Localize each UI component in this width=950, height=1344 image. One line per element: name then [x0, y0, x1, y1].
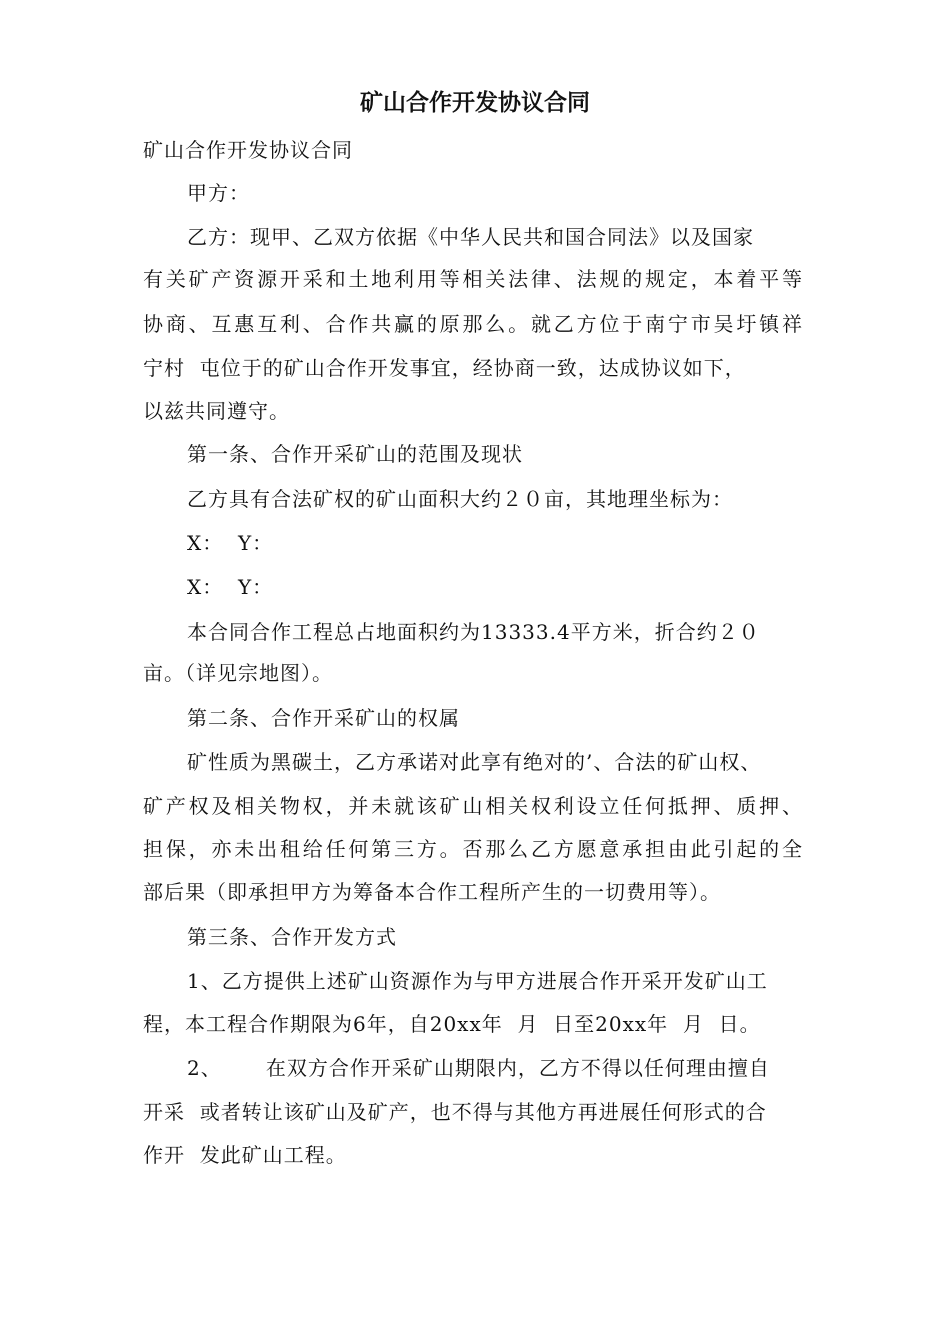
paragraph-line: 程，本工程合作期限为6年，自20xx年 月 日至20xx年 月 日。 [143, 1012, 761, 1036]
paragraph-line: 宁村 屯位于的矿山合作开发事宜，经协商一致，达成协议如下， [143, 356, 746, 380]
paragraph-line: 1、乙方提供上述矿山资源作为与甲方进展合作开采开发矿山工 [187, 969, 768, 993]
document-title: 矿山合作开发协议合同 [360, 90, 590, 116]
coordinate-line: X： Y： [187, 575, 274, 599]
section-heading: 第二条、合作开采矿山的权属 [187, 706, 460, 730]
paragraph-line: 亩。（详见宗地图）。 [143, 661, 333, 685]
paragraph-line: 担保，亦未出租给任何第三方。否那么乙方愿意承担由此引起的全 [143, 837, 803, 861]
paragraph-line: 乙方：现甲、乙双方依据《中华人民共和国合同法》以及国家 [187, 225, 754, 249]
section-heading: 第三条、合作开发方式 [187, 925, 397, 949]
section-heading: 第一条、合作开采矿山的范围及现状 [187, 442, 523, 466]
paragraph-line: 矿产权及相关物权，并未就该矿山相关权利设立任何抵押、质押、 [143, 794, 803, 818]
coordinate-line: X： Y： [187, 531, 274, 555]
party-a-line: 甲方： [187, 181, 250, 205]
paragraph-line: 2、 在双方合作开采矿山期限内，乙方不得以任何理由擅自 [187, 1056, 770, 1080]
paragraph-line: 有关矿产资源开采和土地利用等相关法律、法规的规定，本着平等 [143, 267, 803, 291]
paragraph-line: 开采 或者转让该矿山及矿产，也不得与其他方再进展任何形式的合 [143, 1100, 767, 1124]
paragraph-line: 作开 发此矿山工程。 [143, 1143, 347, 1167]
subtitle-line: 矿山合作开发协议合同 [143, 138, 353, 162]
paragraph-line: 协商、互惠互利、合作共赢的原那么。就乙方位于南宁市吴圩镇祥 [143, 312, 803, 336]
paragraph-line: 本合同合作工程总占地面积约为13333.4平方米，折合约２０ [187, 620, 760, 644]
paragraph-line: 以兹共同遵守。 [143, 399, 290, 423]
paragraph-line: 部后果（即承担甲方为筹备本合作工程所产生的一切费用等）。 [143, 880, 721, 904]
paragraph-line: 乙方具有合法矿权的矿山面积大约２０亩，其地理坐标为： [187, 487, 733, 511]
paragraph-line: 矿性质为黑碳土，乙方承诺对此享有绝对的’、合法的矿山权、 [187, 750, 762, 774]
